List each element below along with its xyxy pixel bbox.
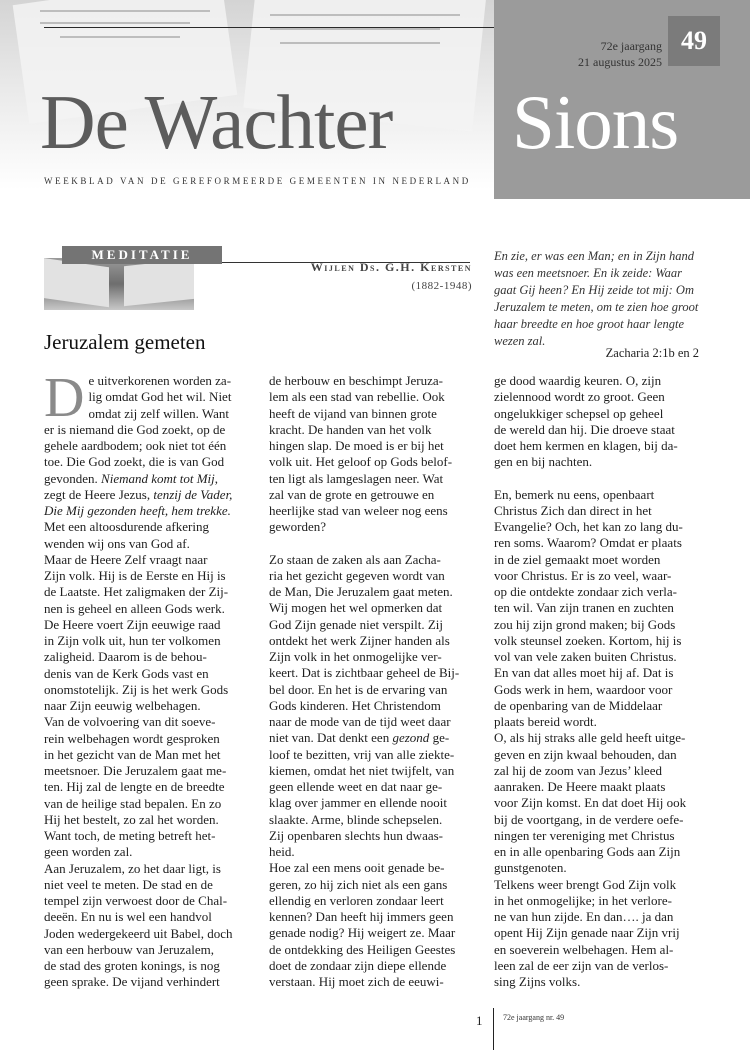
paragraph: Zo staan de zaken als aan Zacha- ria het gezicht gegeven wordt van de Man, Die Jeruzalem gaat meten. Wij mogen het wel opmerken dat God Zijn genade niet verspilt. Zij ontdekt het werk Zijner handen als Zijn volk in het onmogelijke ver- keert. Dat is zichtbaar geheel de Bij- bel door. En het is de ervaring van Gods kinderen. Het Christendom naar de mode van de tijd weet daar niet van. Dat denkt een gezond ge- loof te bezitten, vrij van alle ziekte- kiemen, omdat het niet twijfelt, van geen ellende weet en dat naar ge- klag over jammer en ellende nooit slaakte. Arme, blinde schepselen. Zij openbaren slechts hun dwaas- heid. xyxy=(269,551,460,859)
issue-number-badge: 49 xyxy=(668,16,720,66)
page-number: 1 xyxy=(476,1013,483,1028)
paragraph: De uitverkorenen worden za- lig omdat God het wil. Niet omdat zij zelf willen. Want er is niemand die God zoekt, op de gehele aardbodem; ook niet tot één toe. Die God zoekt, die is van God gevonden. Niemand komt tot Mij, zegt de Heere Jezus, tenzij de Vader, Die Mij gezonden heeft, hem trekke. Met een altoosdurende afkering wenden wij ons van God af. xyxy=(44,367,233,551)
paragraph: de herbouw en beschimpt Jeruza- lem als een stad van rebellie. Ook heeft de vijand van binnen grote kracht. De handen van het volk hingen slap. De moed is er bij het volk uit. Het geloof op Gods belof- ten ligt als lamgeslagen neer. Wat zal van de grote en getrouwe en heerlijke stad van weleer nog eens geworden? xyxy=(269,373,453,535)
top-rule xyxy=(44,27,494,28)
scripture-reference: Zacharia 2:1b en 2 xyxy=(605,346,699,360)
masthead-title: De Wachter xyxy=(40,79,393,165)
issue-date: 21 augustus 2025 xyxy=(578,55,662,69)
scripture-quote: En zie, er was een Man; en in Zijn hand was een meetsnoer. En ik zeide: Waar gaat Gij heen? En Hij zeide tot mij: Om Jeruzalem te meten, om te zien hoe groot haar breedte en hoe groot haar lengte wezen zal. xyxy=(494,249,699,348)
author-years: (1882-1948) xyxy=(411,280,472,292)
paragraph: Telkens weer brengt God Zijn volk in het onmogelijke; in het verlore- ne van hun zijde. En dan…. ja dan opent Hij Zijn genade naar Zijn vrij en soeverein welbehagen. Hem al- leen zal de eer zijn van de verlos- sing Zijns volks. xyxy=(494,876,680,989)
author-byline xyxy=(311,258,472,296)
paragraph: Maar de Heere Zelf vraagt naar Zijn volk. Hij is de Eerste en Hij is de Laatste. Het zaligmaken der Zij- nen is geheel en alleen Gods werk. De Heere voert Zijn eeuwige raad in Zijn volk uit, hun ter volkomen zaligheid. Daarom is de behou- denis van de Kerk Gods vast en onomstotelijk. Zij is het werk Gods naar Zijn eeuwig welbehagen. xyxy=(44,551,229,713)
author-name: Wijlen Ds. G.H. Kersten xyxy=(310,260,472,274)
drop-cap: D xyxy=(44,367,85,429)
open-book-image xyxy=(44,258,194,310)
section-label: MEDITATIE xyxy=(62,246,222,264)
paragraph: ge dood waardig keuren. O, zijn zielennood wordt zo groot. Geen ongelukkiger schepsel op geheel de wereld dan hij. Die droeve staat doet hem kermen en klagen, bij da- gen en bij nachten. xyxy=(494,373,678,470)
paragraph: Van de volvoering van dit soeve- rein welbehagen wordt gesproken in het gezicht van de Man met het meetsnoer. Die Jeruzalem gaat me- ten. Hij zal de lengte en de breedte van de heilige stad bepalen. En zo Hij het bestelt, zo zal het worden. Want toch, de meting betreft het- geen worden zal. xyxy=(44,714,227,860)
paragraph: O, als hij straks alle geld heeft uitge- geven en zijn kwaal behouden, dan zal hij de zoom van Jezus’ kleed aanraken. De Heere maakt plaats voor Zijn komst. En dat doet Hij ook bij de voortgang, in de verdere oefe- ningen ter vereniging met Christus en in alle openbaring Gods aan Zijn gunstgenoten. xyxy=(494,730,687,876)
volume: 72e jaargang xyxy=(600,39,662,53)
footer-issue-info: 72e jaargang nr. 49 xyxy=(503,1013,565,1022)
paragraph: Aan Jeruzalem, zo het daar ligt, is niet veel te meten. De stad en de tempel zijn verwoest door de Chal- deeën. En nu is wel een handvol Joden wedergekeerd uit Babel, doch van een herbouw van Jeruzalem, de stad des groten konings, is nog geen sprake. De vijand verhindert xyxy=(44,860,233,990)
masthead-title-sions: Sions xyxy=(512,79,679,165)
issue-info xyxy=(578,38,662,70)
article-column-1 xyxy=(44,367,248,991)
article-headline: Jeruzalem gemeten xyxy=(44,330,206,354)
paragraph: Hoe zal een mens ooit genade be- geren, zo hij zich niet als een gans ellendig en verloren zondaar leert kennen? Dan heeft hij immers geen genade nodig? Hij weigert ze. Maar de ontdekking des Heiligen Geestes doet de zondaar zijn diepe ellende verstaan. Hij moet zich de eeuwi- xyxy=(269,860,456,989)
paragraph: En, bemerk nu eens, openbaart Christus Zich dan direct in het Evangelie? Och, het kan zo lang du- ren soms. Waarom? Omdat er plaats in de ziel gemaakt moet worden voor Christus. Er is zo veel, waar- op die ontdekte zondaar zich verla- ten wil. Van zijn tranen en zuchten zou hij zijn grond maken; bij Gods volk steunsel zoeken. Kortom, hij is vol van vele zaken buiten Christus. En van dat alles moet hij af. Dat is Gods werk in hem, waardoor voor de openbaring van de Middelaar plaats bereid wordt. xyxy=(494,486,683,729)
masthead-subtitle: WEEKBLAD VAN DE GEREFORMEERDE GEMEENTEN IN NEDERLAND xyxy=(44,176,471,186)
article-column-3 xyxy=(494,373,698,990)
footer-divider xyxy=(493,1008,494,1050)
article-column-2 xyxy=(269,373,473,990)
